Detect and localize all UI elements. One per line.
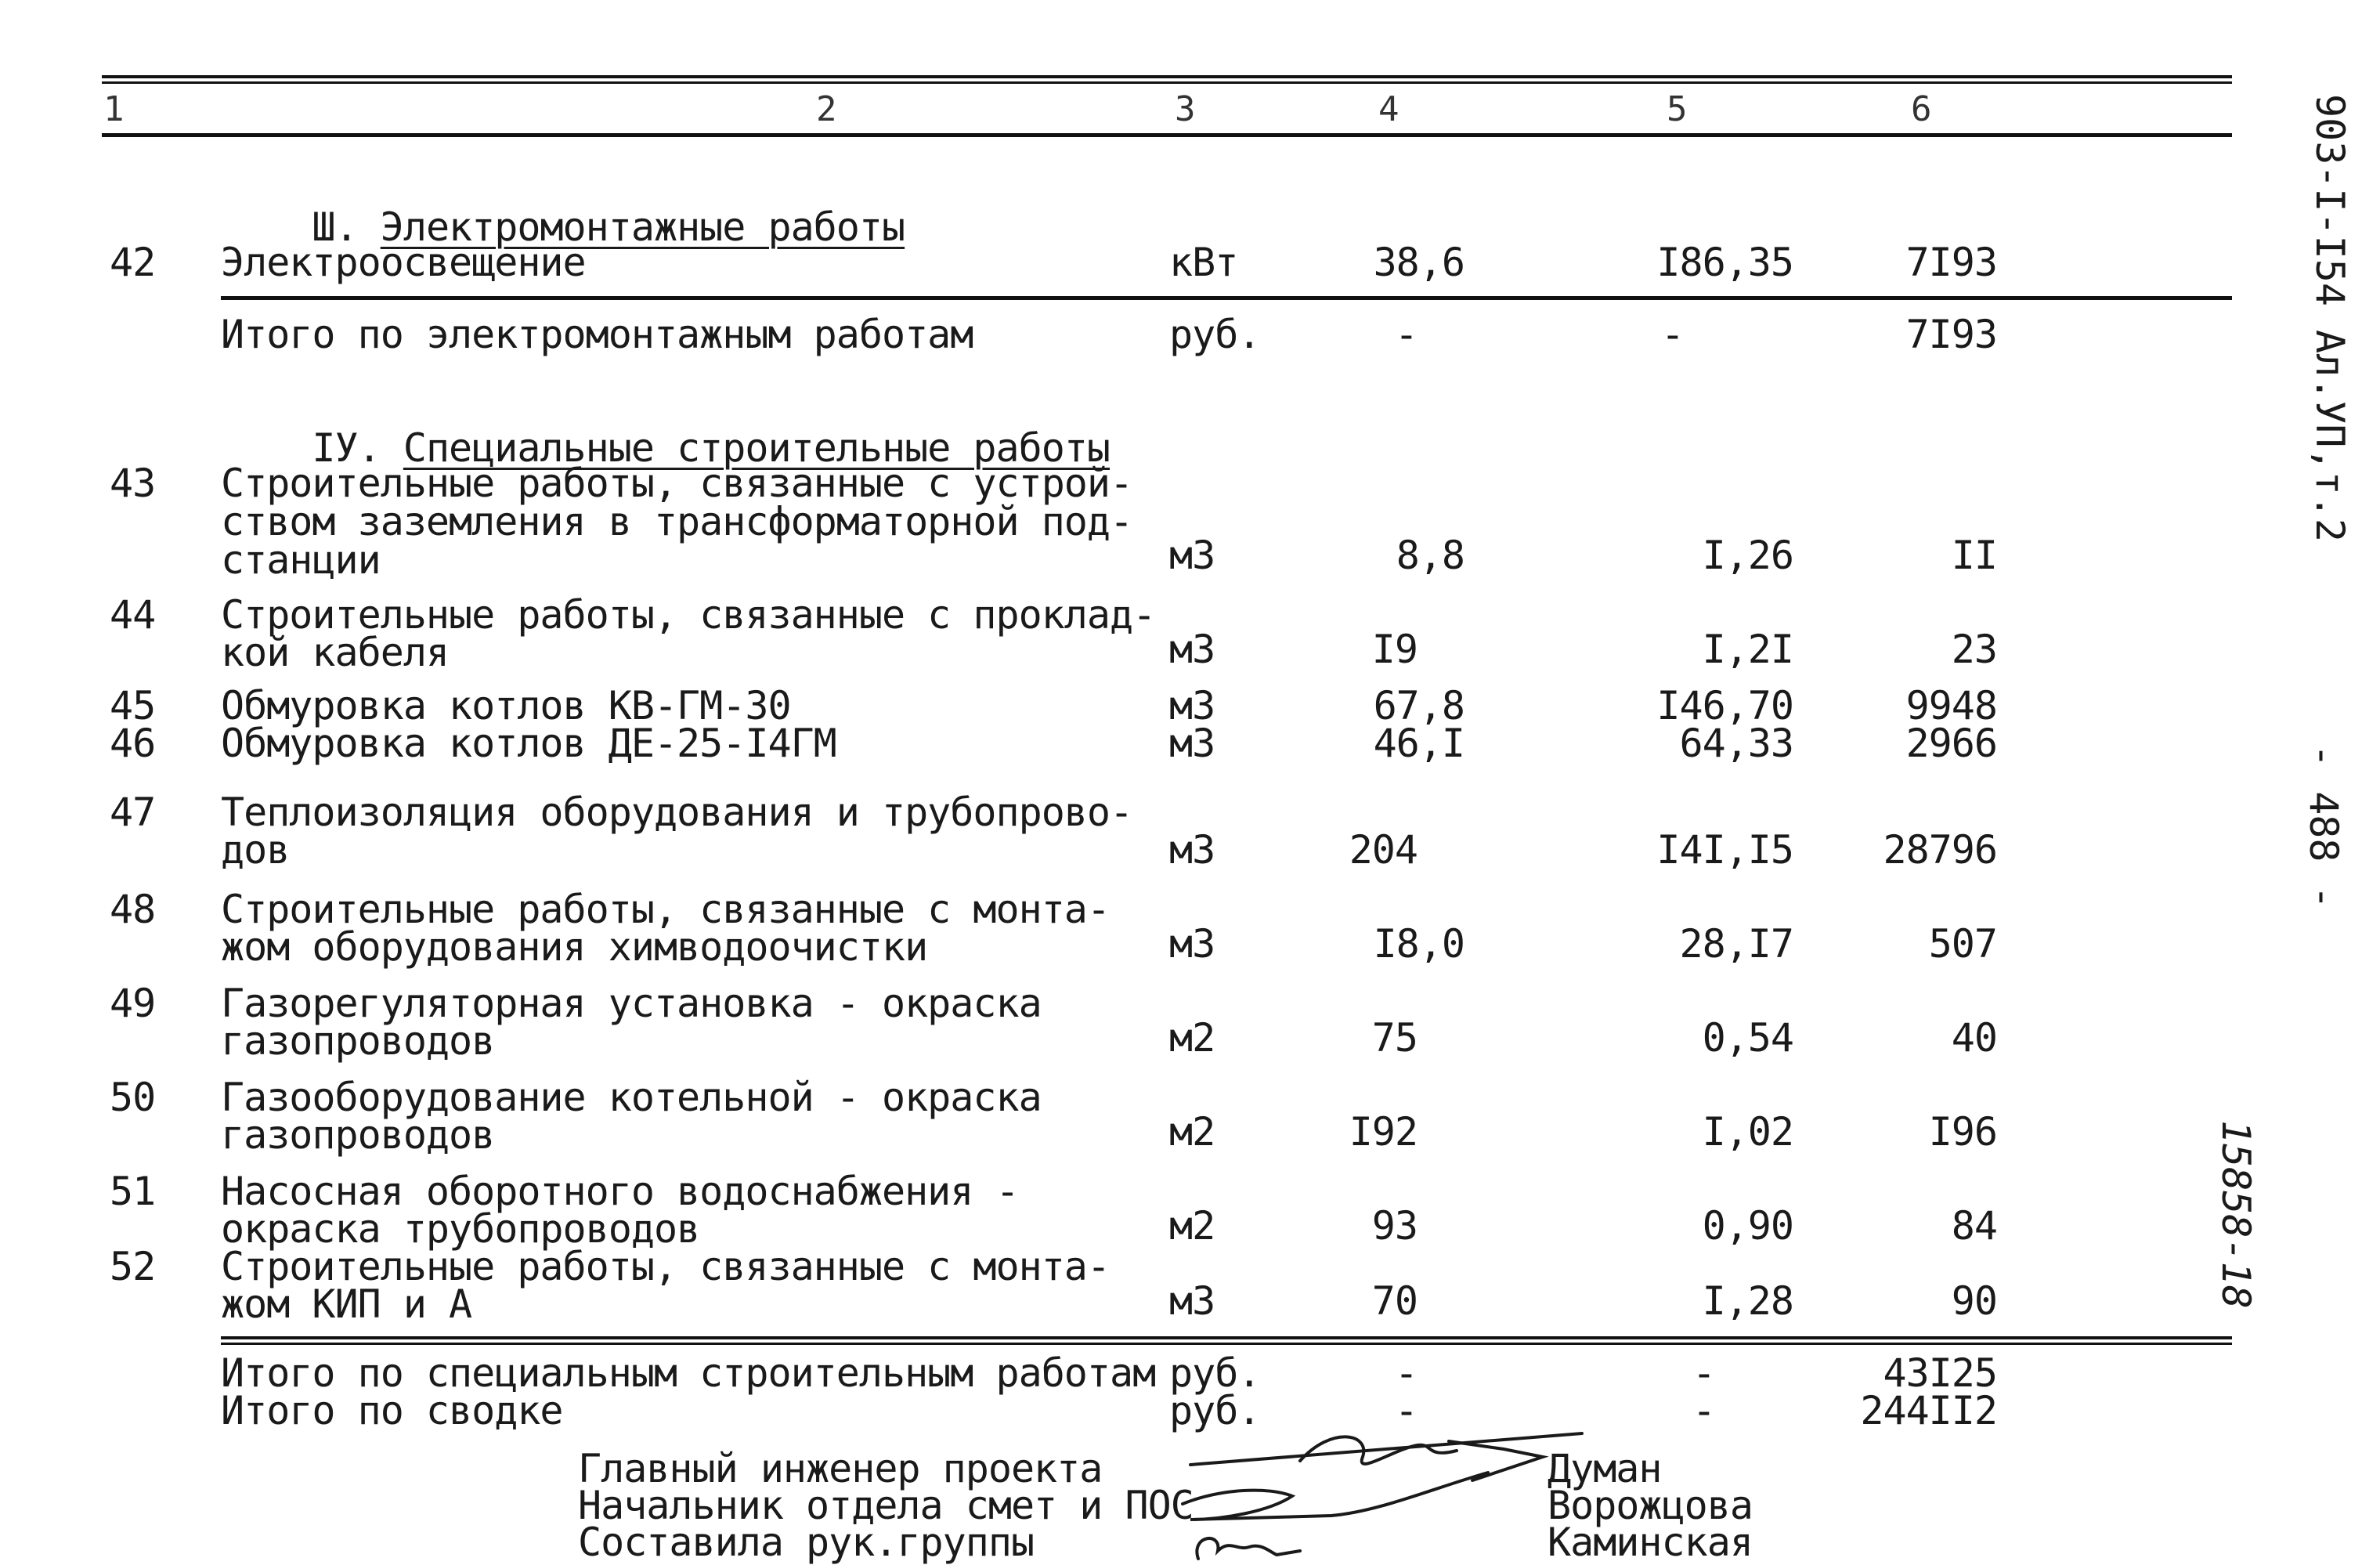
row-number: 44 [110, 592, 156, 638]
totals-rule-b [221, 1343, 2232, 1345]
row-qty: 93 [1371, 1203, 1418, 1249]
row-qty: I8,0 [1373, 921, 1464, 967]
signature-role: Составила рук.группы [578, 1520, 1035, 1565]
total-qty: - [1394, 1388, 1418, 1433]
row-number: 47 [110, 790, 156, 835]
row-name-line: Газорегуляторная установка - окраска [221, 981, 1042, 1026]
totals-rule-a [221, 1336, 2232, 1339]
section-title-text: Электромонтажные работы [380, 204, 905, 250]
column-header-5: 5 [1667, 89, 1688, 129]
total-sum: 43I25 [1883, 1350, 1997, 1396]
row-number: 52 [110, 1244, 156, 1289]
row-name-line: жом оборудования химводоочистки [221, 924, 928, 970]
row-number: 48 [110, 887, 156, 932]
row-name-line: жом КИП и А [221, 1281, 472, 1327]
row-name-line: Строительные работы, связанные с устрой- [221, 461, 1133, 506]
total-name: Итого по сводке [221, 1388, 563, 1433]
column-header-3: 3 [1175, 89, 1196, 129]
total-sum: 244II2 [1860, 1388, 1997, 1433]
row-name-line: окраска трубопроводов [221, 1206, 700, 1252]
row-name-line: ством заземления в трансформаторной под- [221, 499, 1133, 544]
subtotal-rule [221, 296, 2232, 300]
row-total: I96 [1928, 1109, 1997, 1155]
row-qty: I9 [1371, 627, 1418, 672]
row-name-line: Итого по электромонтажным работам [221, 312, 973, 357]
row-qty: 67,8 [1373, 683, 1464, 728]
total-unit: руб. [1169, 1388, 1261, 1433]
row-total: 23 [1951, 627, 1997, 672]
row-number: 45 [110, 683, 156, 728]
signature-person: Думан [1548, 1446, 1662, 1491]
row-qty: 46,I [1373, 721, 1464, 766]
row-name-line: Обмуровка котлов ДЕ-25-I4ГМ [221, 721, 836, 766]
row-price: I4I,I5 [1656, 827, 1793, 873]
row-total: 28796 [1883, 827, 1997, 873]
header-bottom-rule [102, 133, 2232, 137]
row-unit: м3 [1169, 827, 1215, 873]
row-name-line: Строительные работы, связанные с монта- [221, 887, 1110, 932]
row-qty: 204 [1349, 827, 1418, 873]
handwritten-signature [1175, 1402, 1613, 1564]
row-number: 51 [110, 1169, 156, 1214]
total-unit: руб. [1169, 1350, 1261, 1396]
column-header-1: 1 [103, 89, 125, 129]
row-price: 0,90 [1702, 1203, 1793, 1249]
row-number: 46 [110, 721, 156, 766]
row-name-line: Обмуровка котлов КВ-ГМ-30 [221, 683, 791, 728]
signature-person: Каминская [1548, 1520, 1753, 1565]
row-name-line: газопроводов [221, 1018, 495, 1064]
row-name-line: дов [221, 827, 290, 873]
row-qty: - [1394, 312, 1418, 357]
row-unit: м2 [1169, 1109, 1215, 1155]
row-number: 49 [110, 981, 156, 1026]
row-price: I,26 [1702, 533, 1793, 578]
section-title-text: Специальные строительные работы [403, 425, 1111, 471]
row-total: 9948 [1905, 683, 1997, 728]
row-number: 42 [110, 240, 156, 285]
row-unit: м2 [1169, 1203, 1215, 1249]
row-name-line: Теплоизоляция оборудования и трубопрово- [221, 790, 1133, 835]
top-double-rule-a [102, 75, 2232, 78]
margin-reference-number: 15858-18 [2213, 1120, 2259, 1309]
row-number: 43 [110, 461, 156, 506]
row-total: 7I93 [1905, 240, 1997, 285]
row-price: I46,70 [1656, 683, 1793, 728]
section-number: IУ. [312, 425, 403, 471]
row-unit: м3 [1169, 721, 1215, 766]
row-name-line: Электроосвещение [221, 240, 586, 285]
margin-page-number: - 488 - [2301, 744, 2346, 909]
row-qty: 75 [1371, 1015, 1418, 1061]
signature-role: Главный инженер проекта [578, 1446, 1103, 1491]
row-total: 40 [1951, 1015, 1997, 1061]
section-number: Ш. [312, 204, 381, 250]
total-qty: - [1394, 1350, 1418, 1396]
row-price: I86,35 [1656, 240, 1793, 285]
signature-role: Начальник отдела смет и ПОС [578, 1483, 1194, 1528]
row-price: 28,I7 [1679, 921, 1793, 967]
row-total: 7I93 [1905, 312, 1997, 357]
row-total: 507 [1928, 921, 1997, 967]
row-qty: 70 [1371, 1278, 1418, 1324]
row-name-line: кой кабеля [221, 630, 450, 675]
row-unit: м3 [1169, 1278, 1215, 1324]
row-unit: м3 [1169, 683, 1215, 728]
top-double-rule-b [102, 81, 2232, 84]
total-price: - [1692, 1388, 1715, 1433]
row-qty: 8,8 [1396, 533, 1464, 578]
column-header-4: 4 [1378, 89, 1399, 129]
row-total: 90 [1951, 1278, 1997, 1324]
total-price: - [1692, 1350, 1715, 1396]
row-name-line: станции [221, 537, 381, 583]
row-name-line: Строительные работы, связанные с проклад- [221, 592, 1156, 638]
column-header-6: 6 [1911, 89, 1932, 129]
row-unit: кВт [1169, 240, 1238, 285]
row-price: I,28 [1702, 1278, 1793, 1324]
row-total: 2966 [1905, 721, 1997, 766]
row-price: I,2I [1702, 627, 1793, 672]
row-qty: I92 [1349, 1109, 1418, 1155]
row-name-line: Газооборудование котельной - окраска [221, 1075, 1042, 1120]
row-price: I,02 [1702, 1109, 1793, 1155]
row-price: - [1660, 312, 1684, 357]
column-header-2: 2 [816, 89, 837, 129]
row-unit: м3 [1169, 627, 1215, 672]
row-total: 84 [1951, 1203, 1997, 1249]
row-name-line: газопроводов [221, 1112, 495, 1158]
signature-person: Ворожцова [1548, 1483, 1753, 1528]
row-name-line: Строительные работы, связанные с монта- [221, 1244, 1110, 1289]
margin-document-code: 903-I-I54 Ал.УП,т.2 [2307, 94, 2353, 542]
row-number: 50 [110, 1075, 156, 1120]
row-unit: м2 [1169, 1015, 1215, 1061]
total-name: Итого по специальным строительным работам [221, 1350, 1156, 1396]
row-price: 64,33 [1679, 721, 1793, 766]
row-total: II [1951, 533, 1997, 578]
row-name-line: Насосная оборотного водоснабжения - [221, 1169, 1019, 1214]
row-unit: руб. [1169, 312, 1261, 357]
row-unit: м3 [1169, 533, 1215, 578]
row-qty: 38,6 [1373, 240, 1464, 285]
row-price: 0,54 [1702, 1015, 1793, 1061]
row-unit: м3 [1169, 921, 1215, 967]
